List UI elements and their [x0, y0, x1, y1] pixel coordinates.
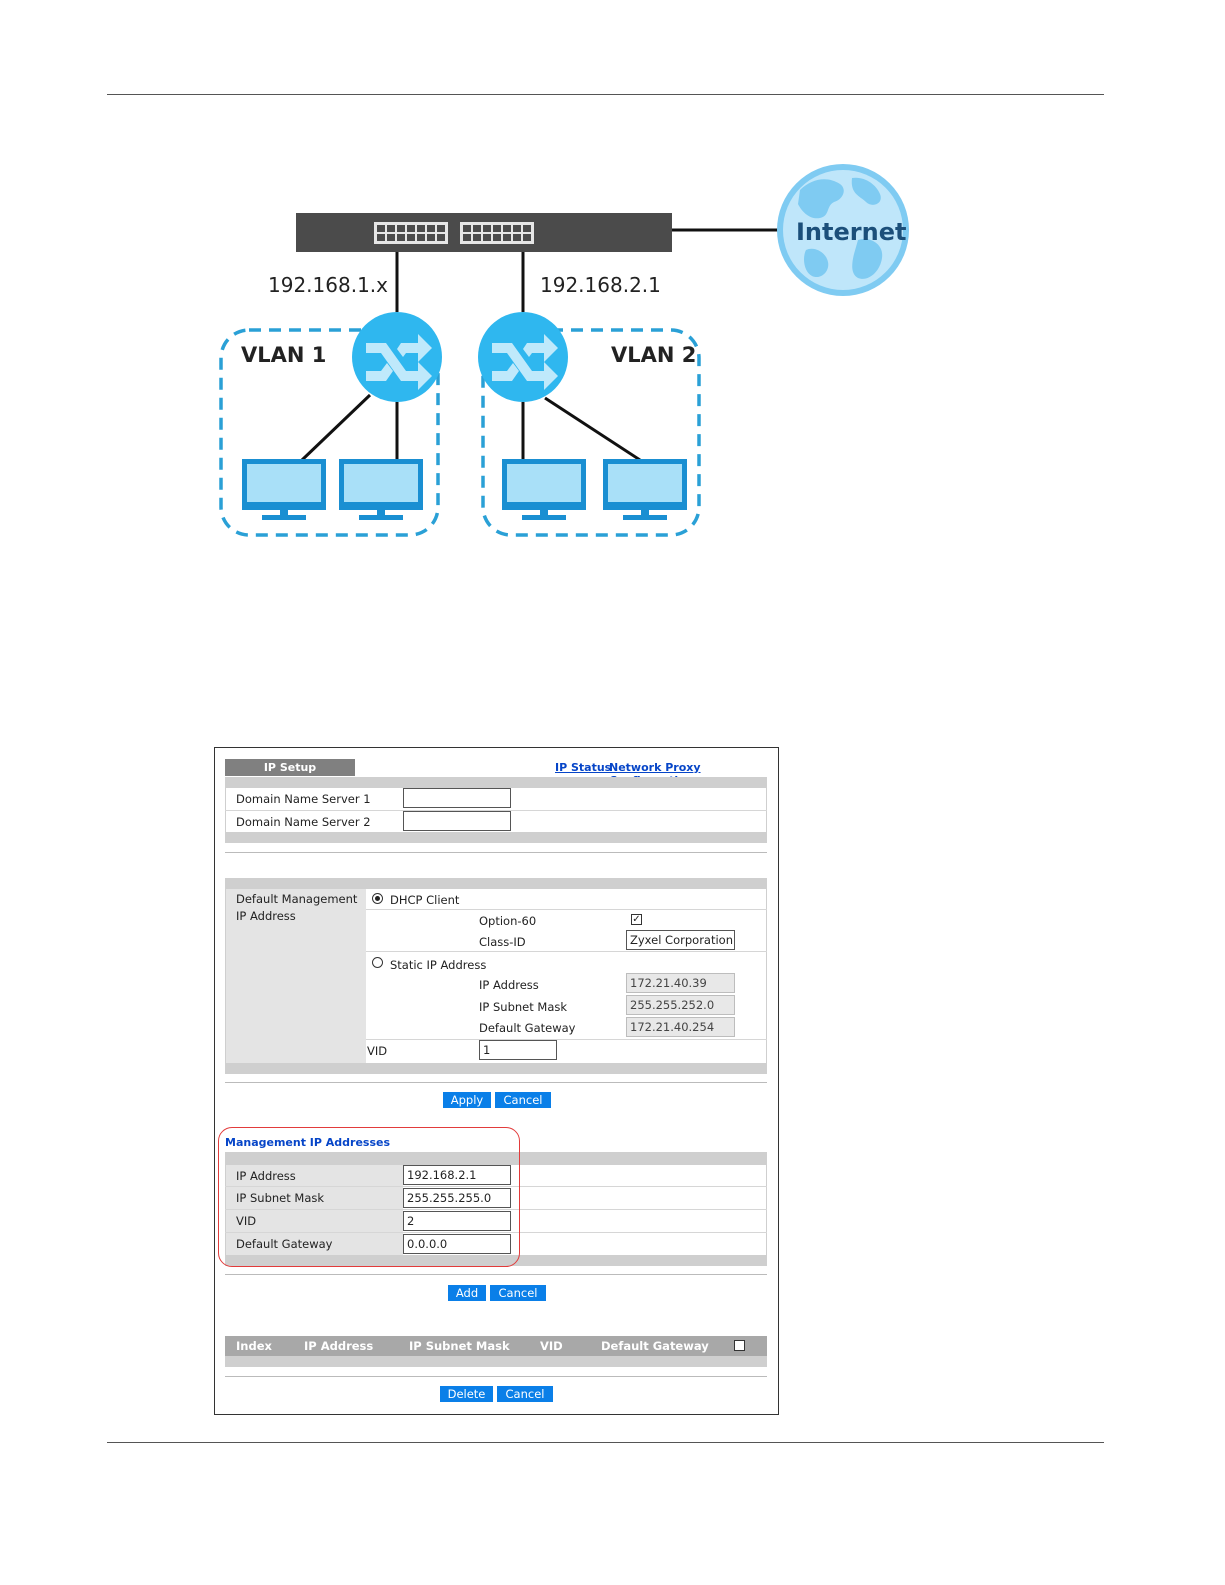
computer-icon-3: [502, 459, 586, 520]
mgmt-vid-label: VID: [236, 1214, 257, 1228]
mgmt-label-line2: IP Address: [236, 909, 296, 923]
computer-icon-1: [242, 459, 326, 520]
dns1-input[interactable]: [403, 788, 511, 808]
section-divider: [225, 1082, 767, 1083]
delete-button[interactable]: Delete: [440, 1386, 493, 1402]
diagram-vlan2-label: VLAN 2: [611, 343, 697, 367]
router1-pc1-line: [302, 395, 370, 460]
section-divider: [225, 1376, 767, 1377]
dns2-label: Domain Name Server 2: [236, 815, 371, 829]
static-subnet-input[interactable]: 255.255.252.0: [626, 995, 735, 1015]
row-divider: [366, 951, 767, 952]
footer-rule: [107, 1442, 1104, 1443]
static-gateway-input[interactable]: 172.21.40.254: [626, 1017, 735, 1037]
static-ip-radio[interactable]: [372, 957, 383, 968]
diagram-ip-right: 192.168.2.1: [540, 273, 661, 297]
network-proxy-link[interactable]: Network Proxy: [609, 761, 701, 774]
mgmt-gateway-label: Default Gateway: [236, 1237, 333, 1251]
table-header-subnet-mask: IP Subnet Mask: [409, 1339, 510, 1353]
mgmt-ip-address-label: IP Address: [236, 1169, 296, 1183]
select-all-checkbox[interactable]: [734, 1340, 745, 1351]
vid-input[interactable]: 1: [479, 1040, 557, 1060]
table-header-index: Index: [236, 1339, 272, 1353]
dns-header-bar: [225, 777, 767, 787]
diagram-ip-left: 192.168.1.x: [268, 273, 388, 297]
row-divider: [366, 909, 767, 910]
mgmt-header-bar: [225, 878, 767, 888]
mgmt-ip-address-input[interactable]: 192.168.2.1: [403, 1165, 511, 1185]
dns1-label: Domain Name Server 1: [236, 792, 371, 806]
table-footer-bar: [225, 1356, 767, 1367]
diagram-internet-label: Internet: [796, 218, 907, 246]
mgmt-subnet-label: IP Subnet Mask: [236, 1191, 325, 1205]
router-icon-vlan2: [478, 312, 568, 402]
ip-status-link[interactable]: IP Status: [555, 761, 612, 774]
router2-pc4-line: [545, 398, 640, 460]
class-id-input[interactable]: Zyxel Corporation: [626, 930, 735, 950]
ip-setup-panel: [214, 747, 779, 1415]
row-divider: [366, 1039, 767, 1040]
mgmt-label-line1: Default Management: [236, 892, 358, 906]
mgmt-footer-bar: [225, 1064, 767, 1074]
static-gateway-label: Default Gateway: [479, 1021, 576, 1035]
vid-label: VID: [367, 1044, 388, 1058]
static-ip-address-input[interactable]: 172.21.40.39: [626, 973, 735, 993]
mgmt-ip-addresses-title: Management IP Addresses: [225, 1136, 391, 1149]
table-cancel-button[interactable]: Cancel: [497, 1386, 553, 1402]
router-icon-vlan1: [352, 312, 442, 402]
option60-label: Option-60: [479, 914, 537, 928]
dns2-input[interactable]: [403, 811, 511, 831]
mgmt-cancel-button[interactable]: Cancel: [490, 1285, 546, 1301]
mgmt-vid-input[interactable]: 2: [403, 1211, 511, 1231]
tab-ip-setup[interactable]: IP Setup: [225, 759, 355, 776]
static-ip-address-label: IP Address: [479, 978, 539, 992]
section-divider: [225, 1274, 767, 1275]
apply-button[interactable]: Apply: [443, 1092, 491, 1108]
table-header-vid: VID: [540, 1339, 563, 1353]
add-button[interactable]: Add: [448, 1285, 486, 1301]
dhcp-client-label: DHCP Client: [390, 893, 460, 907]
diagram-vlan1-label: VLAN 1: [241, 343, 327, 367]
highlight-callout: [218, 1127, 520, 1267]
table-header-default-gateway: Default Gateway: [601, 1339, 709, 1353]
table-header-ip-address: IP Address: [304, 1339, 374, 1353]
mgmt-subnet-input[interactable]: 255.255.255.0: [403, 1188, 511, 1208]
option60-checkbox[interactable]: ✓: [632, 914, 641, 925]
section-divider: [225, 852, 767, 853]
dns-footer-bar: [225, 833, 767, 843]
cancel-button[interactable]: Cancel: [495, 1092, 551, 1108]
switch-icon: [296, 213, 672, 252]
mgmt-gateway-input[interactable]: 0.0.0.0: [403, 1234, 511, 1254]
static-ip-label: Static IP Address: [390, 958, 487, 972]
class-id-label: Class-ID: [479, 935, 526, 949]
vlan-network-diagram: [0, 0, 1225, 600]
computer-icon-4: [603, 459, 687, 520]
static-subnet-label: IP Subnet Mask: [479, 1000, 568, 1014]
computer-icon-2: [339, 459, 423, 520]
dhcp-client-radio[interactable]: [372, 893, 383, 904]
